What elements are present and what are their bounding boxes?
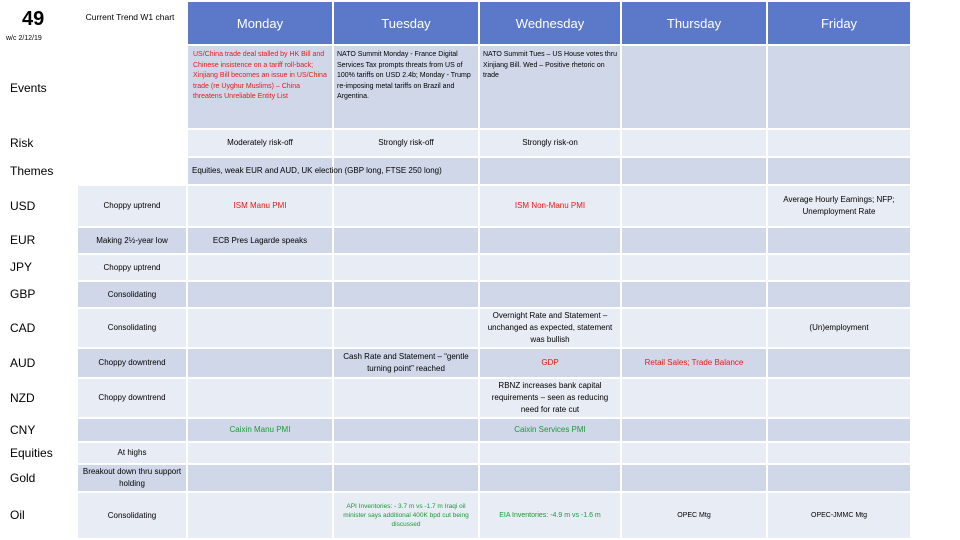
risk-monday: Moderately risk-off xyxy=(227,138,293,147)
row-label-gold: Gold xyxy=(0,467,76,489)
cad-friday: (Un)employment xyxy=(809,323,869,332)
aud-tuesday: Cash Rate and Statement – “gentle turning point” reached xyxy=(343,352,469,373)
cad-wednesday: Overnight Rate and Statement – unchanged as expected, statement was bullish xyxy=(487,311,613,344)
usd-monday: ISM Manu PMI xyxy=(233,201,287,210)
oil-friday: OPEC-JMMC Mtg xyxy=(811,511,867,519)
usd-friday: Average Hourly Earnings; NFP; Unemployment Rate xyxy=(783,195,895,216)
header-monday: Monday xyxy=(188,2,332,44)
eur-trend: Making 2½-year low xyxy=(96,235,168,245)
header-friday: Friday xyxy=(768,2,910,44)
events-tuesday: NATO Summit Monday - France Digital Services Tax prompts threats from US of 100% tariffs on USD 2.4b; Monday - Trump re-imposing metal tariffs on Brazil and Argentina. xyxy=(337,51,471,100)
row-label-eur: EUR xyxy=(0,229,76,251)
aud-thursday: Retail Sales; Trade Balance xyxy=(644,358,744,367)
events-monday: US/China trade deal stalled by HK Bill and Chinese insistence on a tariff roll-back; Xinjiang Bill becomes an issue in US/China trade (re Uyghur Muslims) – China threatens Unreliable Entity List xyxy=(193,51,327,100)
aud-trend: Choppy downtrend xyxy=(98,358,166,367)
week-date: w/c 2/12/19 xyxy=(6,35,42,42)
usd-trend: Choppy uptrend xyxy=(103,201,161,210)
usd-wednesday: ISM Non-Manu PMI xyxy=(514,201,586,210)
header-wednesday: Wednesday xyxy=(480,2,620,44)
row-label-aud: AUD xyxy=(0,352,76,374)
row-label-events: Events xyxy=(0,76,76,100)
oil-wednesday: EIA Inventories: -4.9 m vs -1.6 m xyxy=(499,511,601,519)
cny-wednesday: Caixin Services PMI xyxy=(514,425,586,434)
trend-header: Current Trend W1 chart xyxy=(85,12,175,22)
equities-trend: At highs xyxy=(117,448,147,457)
oil-tuesday: API Inventories: - 3.7 m vs -1.7 m Iraqi oil minister says additional 400K bpd cut being discussed xyxy=(343,503,469,528)
header-tuesday: Tuesday xyxy=(334,2,478,44)
nzd-wednesday: RBNZ increases bank capital requirements – seen as reducing need for rate cut xyxy=(491,381,609,414)
gold-trend: Breakout down thru support holding xyxy=(82,467,182,488)
jpy-band xyxy=(78,255,910,280)
row-label-jpy: JPY xyxy=(0,256,76,278)
eur-monday: ECB Pres Lagarde speaks xyxy=(212,235,308,245)
week-number: 49 xyxy=(22,8,45,30)
oil-thursday: OPEC Mtg xyxy=(677,511,711,519)
events-wednesday: NATO Summit Tues – US House votes thru Xinjiang Bill. Wed – Positive rhetoric on trade xyxy=(483,51,617,79)
row-label-equities: Equities xyxy=(0,442,76,464)
nzd-trend: Choppy downtrend xyxy=(98,393,166,402)
header-thursday: Thursday xyxy=(622,2,766,44)
cad-trend: Consolidating xyxy=(107,323,157,332)
row-label-oil: Oil xyxy=(0,504,76,526)
jpy-trend: Choppy uptrend xyxy=(103,262,161,272)
gold-band xyxy=(78,465,910,491)
cny-monday: Caixin Manu PMI xyxy=(229,425,291,434)
aud-wednesday: GDP xyxy=(541,358,559,367)
row-label-themes: Themes xyxy=(0,160,76,182)
row-label-usd: USD xyxy=(0,195,76,217)
row-label-cny: CNY xyxy=(0,419,76,441)
row-label-cad: CAD xyxy=(0,317,76,339)
gbp-trend: Consolidating xyxy=(107,289,157,299)
row-label-risk: Risk xyxy=(0,132,76,154)
row-label-gbp: GBP xyxy=(0,283,76,305)
gbp-band xyxy=(78,282,910,307)
risk-tuesday: Strongly risk-off xyxy=(378,138,434,147)
risk-wednesday: Strongly risk-on xyxy=(522,138,578,147)
col-divider xyxy=(620,46,622,538)
equities-band xyxy=(78,443,910,463)
themes-text: Equities, weak EUR and AUD, UK election (GBP long, FTSE 250 long) xyxy=(192,166,442,175)
col-divider xyxy=(766,46,768,538)
row-label-nzd: NZD xyxy=(0,387,76,409)
oil-trend: Consolidating xyxy=(107,510,157,520)
